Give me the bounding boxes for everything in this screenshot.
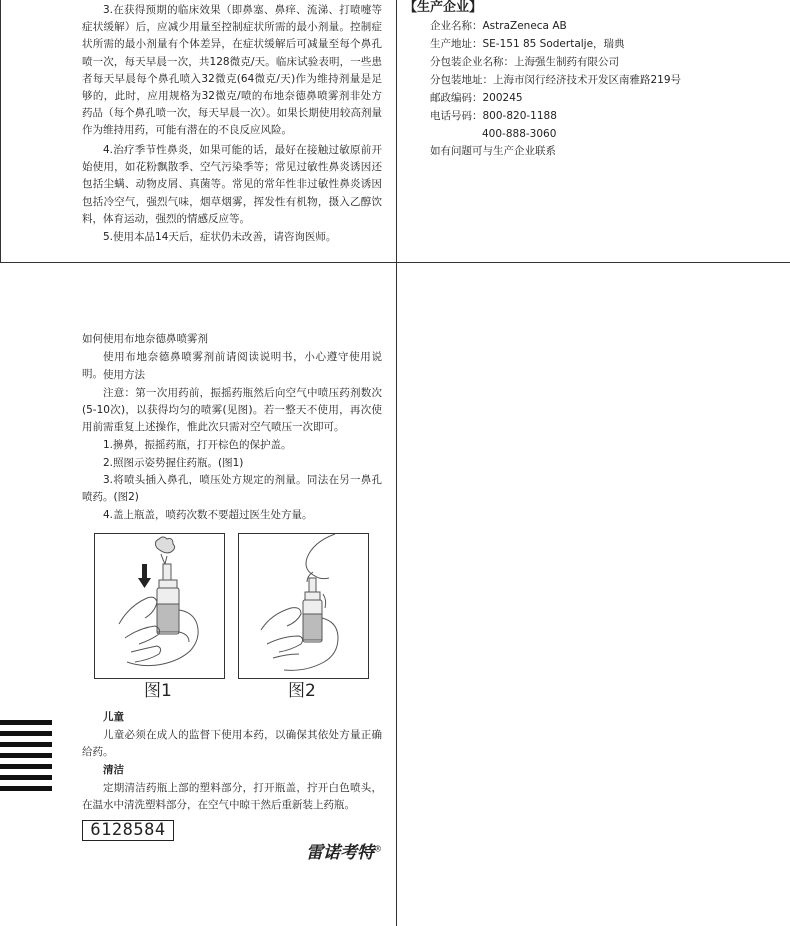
row-value: 上海市闵行经济技术开发区南雅路219号 <box>493 74 682 86</box>
row-label: 生产地址： <box>430 38 483 50</box>
row-value: SE-151 85 Sodertalje，瑞典 <box>482 38 625 50</box>
figure-2-frame <box>238 533 369 679</box>
dosage-paragraph-5: 5.使用本品14天后，症状仍未改善，请咨询医师。 <box>103 231 337 243</box>
manufacturer-row <box>430 107 557 126</box>
hand-holding-spray-illustration <box>95 534 224 678</box>
margin-stripe <box>0 764 52 769</box>
margin-stripe <box>0 720 52 725</box>
row-label: 分包装地址： <box>430 74 493 86</box>
manufacturer-row <box>482 125 556 144</box>
margin-stripe <box>0 775 52 780</box>
cleaning-heading: 清洁 <box>103 764 124 776</box>
usage-note: 注意：第一次用药前，振摇药瓶然后向空气中喷压药剂数次(5-10次)，以获得均匀的喷雾(见图)。若一整天不使用，再次使用前需重复上述操作，惟此次只需对空气喷压一次即可。 <box>82 387 382 434</box>
bottom-vertical-rule <box>396 262 397 926</box>
row-label: 企业名称： <box>430 20 483 32</box>
manufacturer-row <box>430 71 681 90</box>
usage-method-heading: 使用方法 <box>103 369 145 381</box>
margin-stripe <box>0 742 52 747</box>
manufacturer-note: 如有问题可与生产企业联系 <box>430 145 556 157</box>
brand-text: 雷诺考特 <box>306 843 374 863</box>
registered-mark: ® <box>374 844 382 854</box>
top-left-vertical-rule <box>0 0 1 262</box>
row-value: AstraZeneca AB <box>482 20 567 32</box>
cleaning-text: 定期清洁药瓶上部的塑料部分，打开瓶盖，拧开白色喷头，在温水中清洗塑料部分，在空气中晾干然后重新装上药瓶。 <box>82 782 382 812</box>
row-label: 邮政编码： <box>430 92 483 104</box>
figure-1-label: 图1 <box>144 681 172 701</box>
usage-step-4: 4.盖上瓶盖，喷药次数不要超过医生处方量。 <box>103 509 313 521</box>
row-value: 200245 <box>482 92 523 104</box>
usage-intro: 使用布地奈德鼻喷雾剂前请阅读说明书，小心遵守使用说明。 <box>82 351 382 381</box>
product-code-box: 6128584 <box>82 820 174 841</box>
dosage-paragraph-3: 3.在获得预期的临床效果（即鼻塞、鼻痒、流涕、打喷嚏等症状缓解）后，应减少用量至控制症状所需的最小剂量。控制症状所需的最小剂量有个体差异，在症状缓解后可减量至每个鼻孔喷一次，每天早晨一次，共128微克/天。临床试验表明，一些患者每天早晨每个鼻孔喷入32微克(64微克/天)作为维持剂量是足够的，此时，应用规格为32微克/喷的布地奈德鼻喷雾剂非处方药品（每个鼻孔喷一次，每天早晨一次）。如果长期使用较高剂量作为维持用药，可能有潜在的不良反应风险。 <box>82 4 382 137</box>
margin-stripe <box>0 786 52 791</box>
manufacturer-row <box>430 53 619 72</box>
row-label: 电话号码： <box>430 110 483 122</box>
usage-step-1: 1.擤鼻，振摇药瓶，打开棕色的保护盖。 <box>103 439 292 451</box>
figure-2-label: 图2 <box>288 681 316 701</box>
manufacturer-row <box>430 89 523 108</box>
top-section-bottom-rule <box>0 262 790 263</box>
manufacturer-row <box>430 35 625 54</box>
brand-name <box>306 838 382 863</box>
usage-title: 如何使用布地奈德鼻喷雾剂 <box>82 333 208 345</box>
row-value: 800-820-1188 <box>482 110 557 122</box>
row-value: 上海强生制药有限公司 <box>514 56 619 68</box>
children-text: 儿童必须在成人的监督下使用本药，以确保其依处方量正确给药。 <box>82 729 382 759</box>
margin-stripe <box>0 753 52 758</box>
row-value: 400-888-3060 <box>482 128 557 140</box>
usage-step-2: 2.照图示姿势握住药瓶。(图1) <box>103 457 244 469</box>
row-label: 分包装企业名称： <box>430 56 514 68</box>
figure-1-frame <box>94 533 225 679</box>
usage-step-3: 3.将喷头插入鼻孔，喷压处方规定的剂量。同法在另一鼻孔喷药。(图2) <box>82 474 382 504</box>
manufacturer-header: 【生产企业】 <box>404 0 483 15</box>
center-vertical-rule <box>396 0 397 262</box>
manufacturer-row <box>430 17 567 36</box>
spray-into-nostril-illustration <box>239 534 368 678</box>
children-heading: 儿童 <box>103 711 124 723</box>
dosage-paragraph-4: 4.治疗季节性鼻炎，如果可能的话，最好在接触过敏原前开始使用，如花粉飘散季、空气污染季等；常见过敏性鼻炎诱因还包括尘螨、动物皮屑、真菌等。常见的常年性非过敏性鼻炎诱因包括冷空气，强烈气味，烟草烟雾，挥发性有机物，摄入乙醇饮料，体育运动，强烈的情感反应等。 <box>82 144 382 225</box>
margin-stripe <box>0 731 52 736</box>
